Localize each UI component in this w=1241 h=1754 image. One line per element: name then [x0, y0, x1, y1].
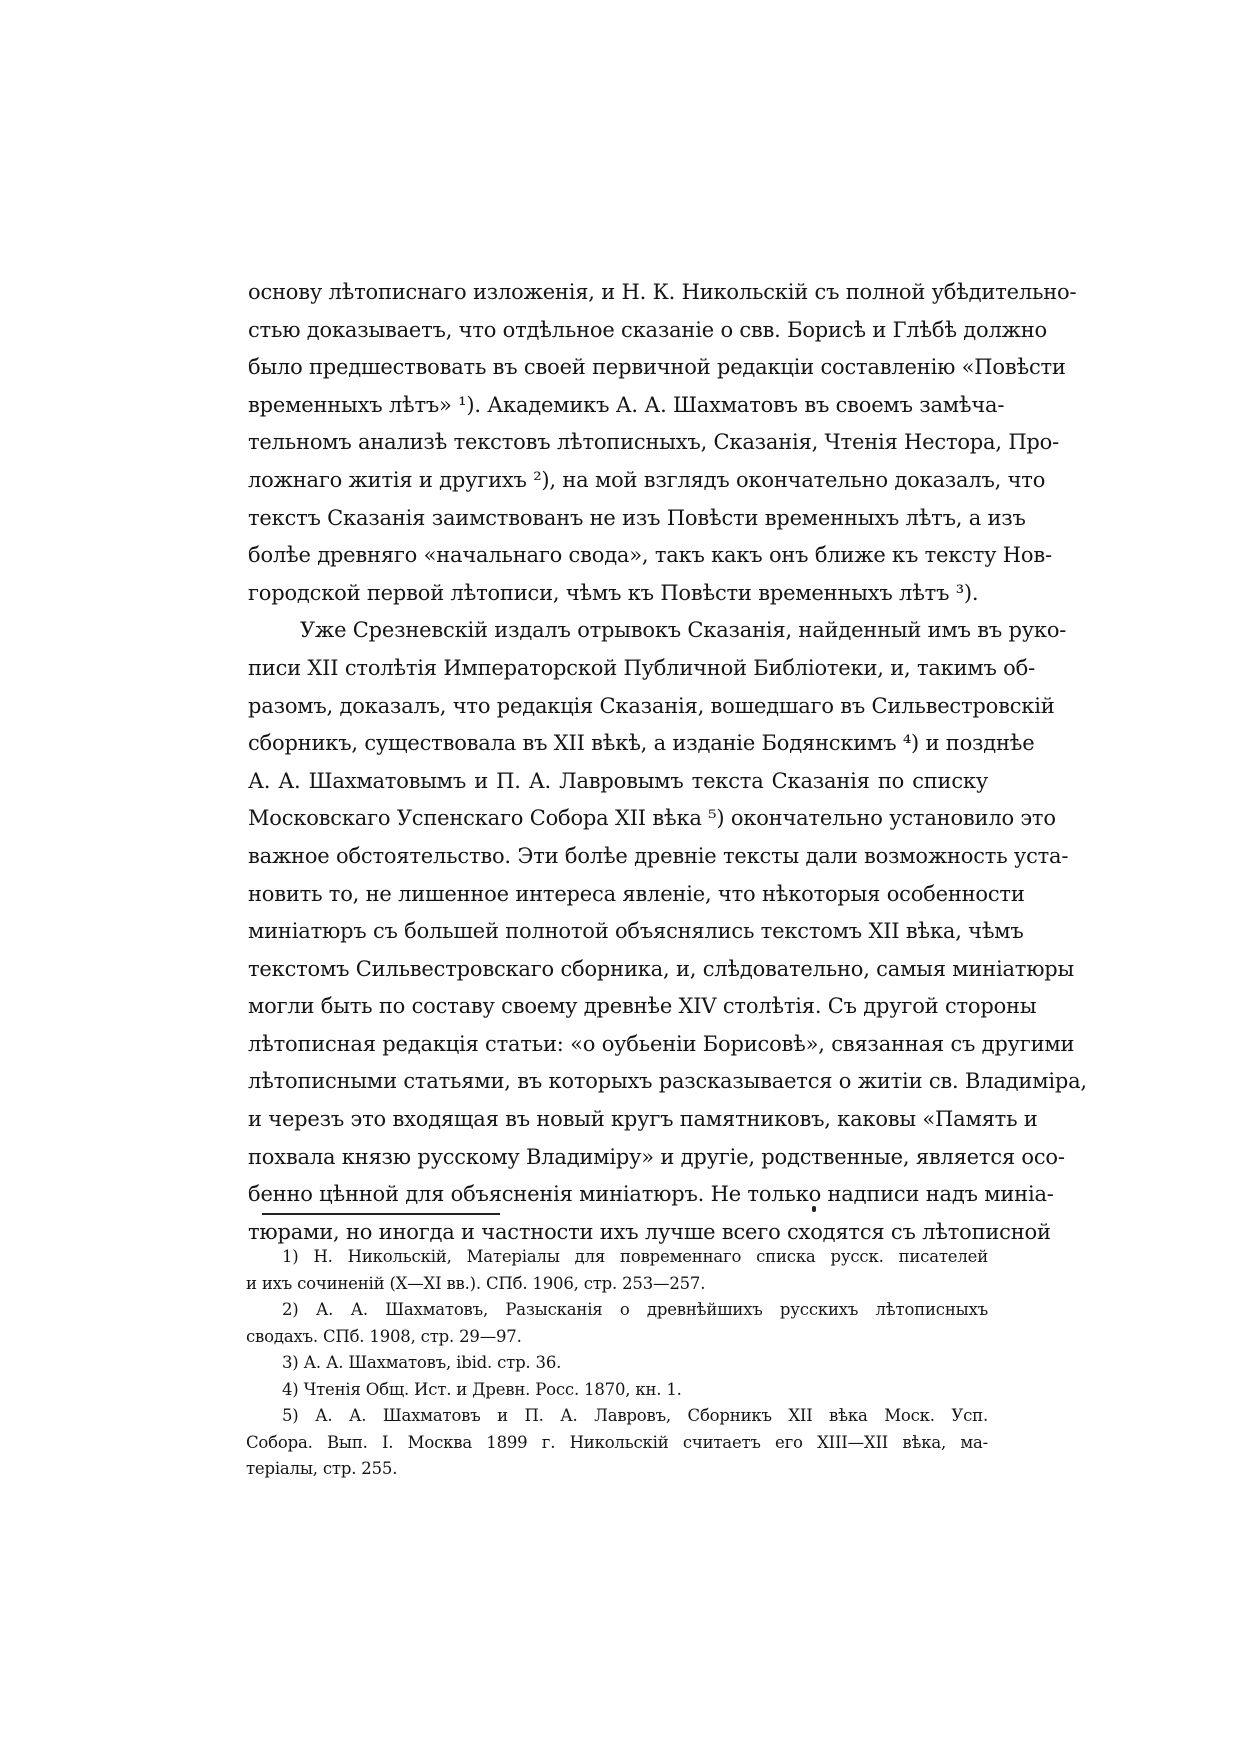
text-line: Уже Срезневскій издалъ отрывокъ Сказанія, найденный имъ въ руко- — [300, 618, 1067, 643]
footnote-line: 5) А. А. Шахматовъ и П. А. Лавровъ, Сборникъ XII вѣка Моск. Усп. — [282, 1406, 988, 1425]
text-line: бенно цѣнной для объясненія миніатюръ. Не только надписи надъ миніа- — [248, 1182, 1054, 1207]
text-line: и черезъ это входящая въ новый кругъ памятниковъ, каковы «Память и — [248, 1107, 1038, 1132]
footnote-line: и ихъ сочиненій (X—XI вв.). СПб. 1906, стр. 253—257. — [246, 1273, 706, 1293]
text-line: основу лѣтописнаго изложенія, и Н. К. Никольскій съ полной убѣдительно- — [248, 280, 1077, 304]
footnote-line: 3) А. А. Шахматовъ, ibid. стр. 36. — [282, 1353, 562, 1372]
footnote-line: Собора. Вып. I. Москва 1899 г. Никольскій считаетъ его XIII—XII вѣка, ма- — [246, 1432, 988, 1452]
text-line: болѣе древняго «начальнаго свода», такъ какъ онъ ближе къ тексту Нов- — [248, 543, 1052, 568]
text-line: городской первой лѣтописи, чѣмъ къ Повѣсти временныхъ лѣтъ ³). — [248, 580, 979, 605]
text-line: могли быть по составу своему древнѣе XIV столѣтія. Съ другой стороны — [248, 994, 1037, 1019]
text-line: похвала князю русскому Владиміру» и другіе, родственные, является осо- — [248, 1144, 1065, 1169]
text-line: важное обстоятельство. Эти болѣе древніе тексты дали возможность уста- — [248, 843, 1069, 868]
print-mark — [812, 1206, 816, 1212]
text-line: новить то, не лишенное интереса явленіе, что нѣкоторыя особенности — [248, 881, 1025, 906]
footnote-line: 2) А. А. Шахматовъ, Разысканія о древнѣйшихъ русскихъ лѣтописныхъ — [282, 1300, 988, 1319]
footnotes — [246, 1244, 988, 1483]
footnote-divider — [262, 1213, 500, 1215]
text-line: тельномъ анализѣ текстовъ лѣтописныхъ, Сказанія, Чтенія Нестора, Про- — [248, 430, 1060, 455]
footnote-line: сводахъ. СПб. 1908, стр. 29—97. — [246, 1326, 522, 1346]
text-line: стью доказываетъ, что отдѣльное сказаніе о свв. Борисѣ и Глѣбѣ должно — [248, 317, 1047, 342]
text-line: временныхъ лѣтъ» ¹). Академикъ А. А. Шахматовъ въ своемъ замѣча- — [248, 392, 1005, 417]
text-line: было предшествовать въ своей первичной редакціи составленію «Повѣсти — [248, 355, 1066, 380]
footnote-line: 1) Н. Никольскій, Матеріалы для повременнаго списка русск. писателей — [282, 1247, 988, 1266]
text-line: тюрами, но иногда и частности ихъ лучше всего сходятся съ лѣтописной — [248, 1219, 1051, 1244]
text-line: лѣтописная редакція статьи: «о оубьеніи Борисовѣ», связанная съ другими — [248, 1031, 1075, 1056]
main-text — [248, 274, 1087, 1251]
text-line: текстомъ Сильвестровскаго сборника, и, слѣдовательно, самыя миніатюры — [248, 956, 1075, 981]
text-line: текстъ Сказанія заимствованъ не изъ Повѣсти временныхъ лѣтъ, а изъ — [248, 505, 1026, 530]
text-line: миніатюръ съ большей полнотой объяснялись текстомъ XII вѣка, чѣмъ — [248, 919, 1024, 944]
text-line: А. А. Шахматовымъ и П. А. Лавровымъ текста Сказанія по списку — [248, 768, 988, 793]
footnote-line: 4) Чтенія Общ. Ист. и Древн. Росс. 1870, кн. 1. — [282, 1379, 682, 1399]
text-line: писи XII столѣтія Императорской Публичной Библіотеки, и, такимъ об- — [248, 655, 1035, 680]
text-line: лѣтописными статьями, въ которыхъ разсказывается о житіи св. Владиміра, — [248, 1069, 1087, 1094]
text-line: ложнаго житія и другихъ ²), на мой взглядъ окончательно доказалъ, что — [248, 467, 1046, 492]
footnote-line: теріалы, стр. 255. — [246, 1459, 398, 1478]
text-line: сборникъ, существовала въ XII вѣкѣ, а изданіе Бодянскимъ ⁴) и позднѣе — [248, 731, 1035, 756]
text-line: Московскаго Успенскаго Собора XII вѣка ⁵) окончательно установило это — [248, 806, 1056, 831]
text-line: разомъ, доказалъ, что редакція Сказанія, вошедшаго въ Сильвестровскій — [248, 693, 1055, 718]
